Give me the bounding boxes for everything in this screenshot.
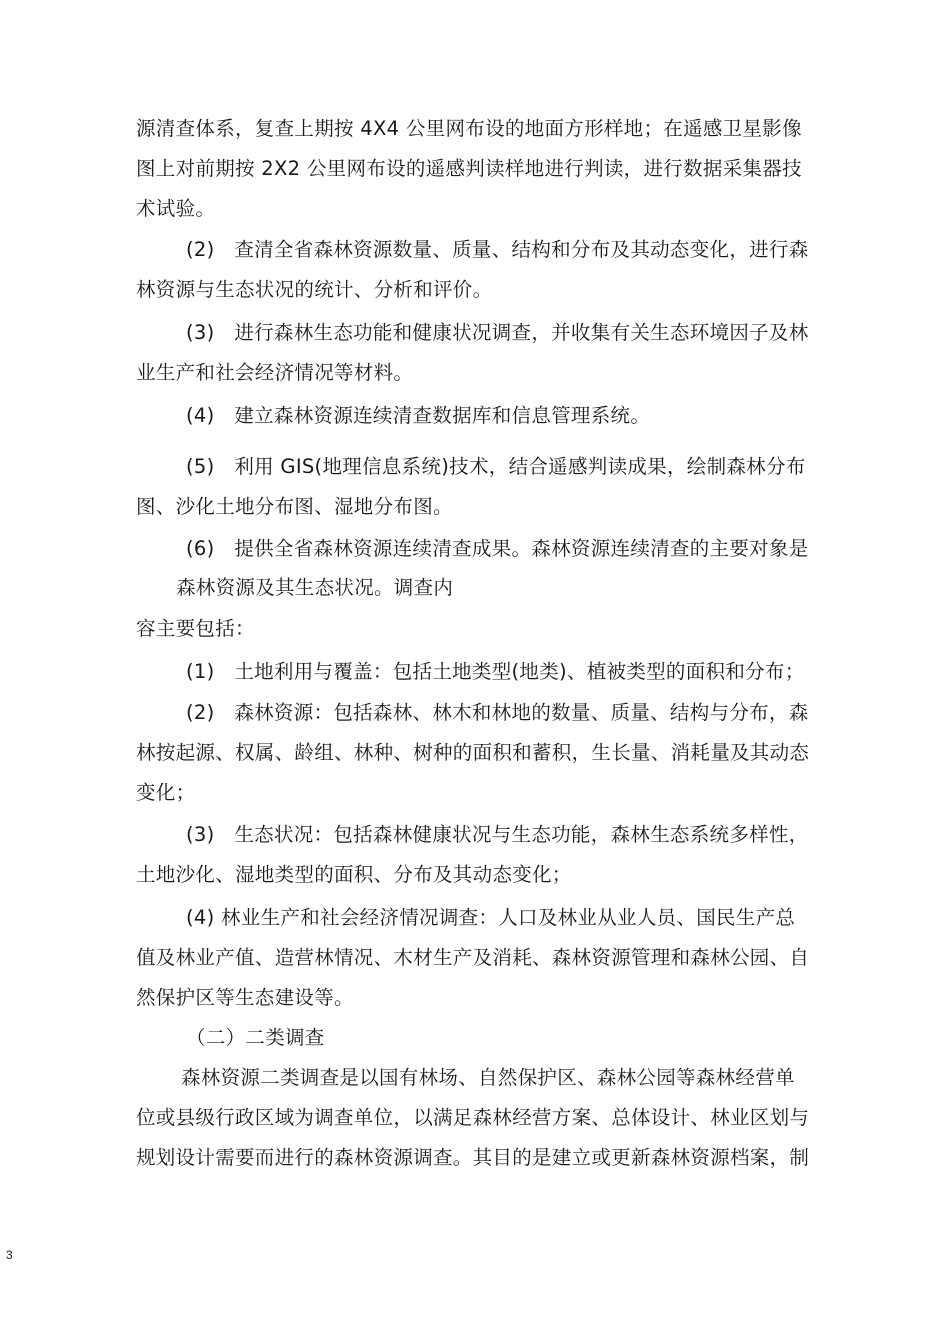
body-line: 容主要包括：: [136, 617, 255, 640]
body-line: (6) 提供全省森林资源连续清查成果。森林资源连续清查的主要对象是: [186, 537, 809, 560]
body-line: 森林资源二类调查是以国有林场、自然保护区、森林公园等森林经营单: [181, 1066, 795, 1089]
body-line: 然保护区等生态建设等。: [136, 986, 354, 1009]
body-line: (3) 进行森林生态功能和健康状况调查，并收集有关生态环境因子及林: [186, 321, 809, 344]
body-line: 术试验。: [136, 197, 216, 220]
body-line: (4) 林业生产和社会经济情况调查：人口及林业从业人员、国民生产总: [186, 906, 796, 929]
body-line: 业生产和社会经济情况等材料。: [136, 361, 414, 384]
page-number: 3: [6, 1248, 13, 1262]
body-line: 规划设计需要而进行的森林资源调查。其目的是建立或更新森林资源档案，制: [136, 1146, 810, 1169]
body-line: (2) 查清全省森林资源数量、质量、结构和分布及其动态变化，进行森: [186, 238, 809, 261]
body-line: 图、沙化土地分布图、湿地分布图。: [136, 495, 453, 518]
body-line: 值及林业产值、造营林情况、木材生产及消耗、森林资源管理和森林公园、自: [136, 946, 810, 969]
body-line: 土地沙化、湿地类型的面积、分布及其动态变化；: [136, 863, 572, 886]
body-line: (3) 生态状况：包括森林健康状况与生态功能，森林生态系统多样性，: [186, 823, 809, 846]
body-line: 林资源与生态状况的统计、分析和评价。: [136, 278, 493, 301]
body-line: 图上对前期按 2X2 公里网布设的遥感判读样地进行判读，进行数据采集器技: [136, 157, 802, 180]
body-line: 森林资源及其生态状况。调查内: [176, 576, 454, 599]
body-line: (4) 建立森林资源连续清查数据库和信息管理系统。: [186, 404, 651, 427]
body-line: 变化；: [136, 781, 196, 804]
body-line: 源清查体系，复查上期按 4X4 公里网布设的地面方形样地；在遥感卫星影像: [136, 117, 802, 140]
body-line: (5) 利用 GIS(地理信息系统)技术，结合遥感判读成果，绘制森林分布: [186, 455, 806, 478]
body-line: (1) 土地利用与覆盖：包括土地类型(地类)、植被类型的面积和分布；: [186, 660, 805, 683]
body-line: 林按起源、权属、龄组、林种、树种的面积和蓄积，生长量、消耗量及其动态: [136, 741, 810, 764]
section-heading: （二）二类调查: [186, 1026, 325, 1049]
body-line: (2) 森林资源：包括森林、林木和林地的数量、质量、结构与分布，森: [186, 701, 809, 724]
body-line: 位或县级行政区域为调查单位，以满足森林经营方案、总体设计、林业区划与: [136, 1106, 810, 1129]
